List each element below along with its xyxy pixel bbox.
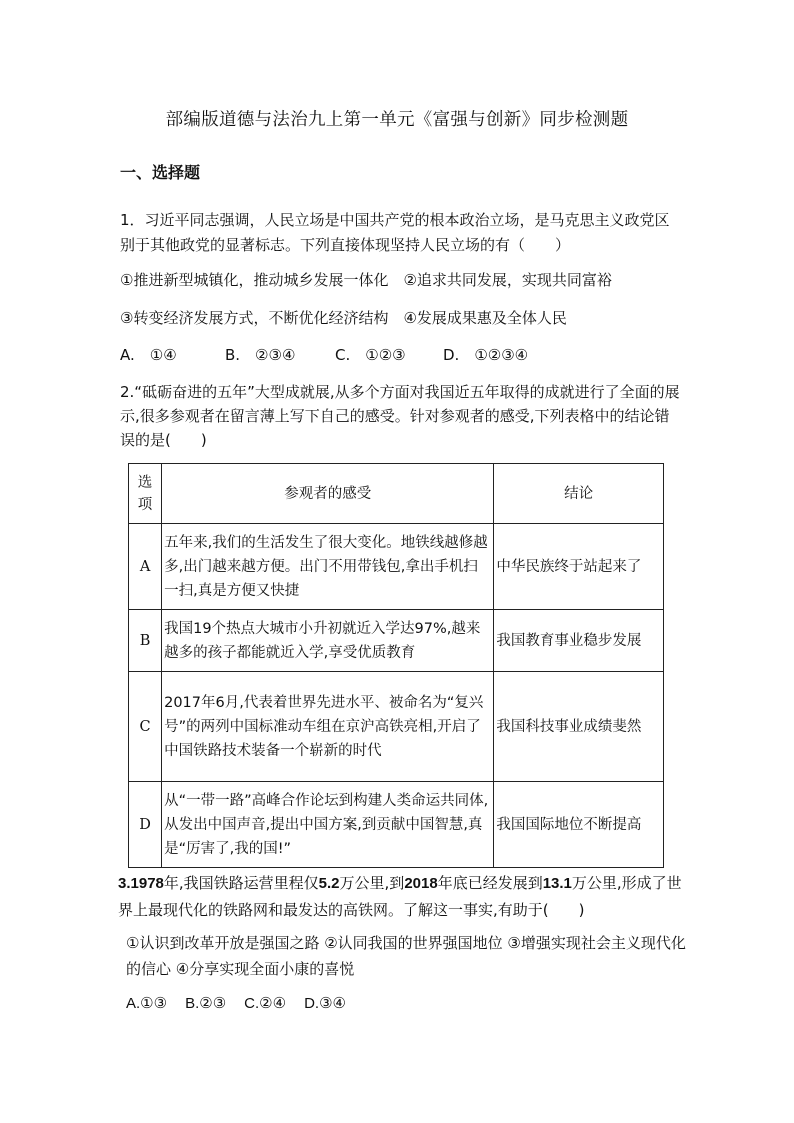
table-header-row [129, 464, 664, 524]
option-b: B.②③ [185, 995, 227, 1012]
table-row [129, 782, 664, 868]
row-option: B [129, 610, 162, 672]
table-row [129, 672, 664, 782]
row-option: C [129, 672, 162, 782]
header-option: 选项 [129, 464, 162, 524]
row-conclusion: 中华民族终于站起来了 [494, 524, 664, 610]
header-conclusion: 结论 [494, 464, 664, 524]
question-3-choices: ①认识到改革开放是强国之路 ②认同我国的世界强国地位 ③增强实现社会主义现代化的信心 ④分享实现全面小康的喜悦 [126, 934, 686, 978]
row-feeling: 2017年6月,代表着世界先进水平、被命名为“复兴号”的两列中国标准动车组在京沪高铁亮相,开启了中国铁路技术装备一个崭新的时代 [162, 672, 494, 782]
option-c: C.②④ [244, 995, 287, 1012]
table-row [129, 610, 664, 672]
option-d: D. ①②③④ [443, 346, 529, 364]
row-feeling: 我国19个热点大城市小升初就近入学达97%,越来越多的孩子都能就近入学,享受优质教育 [162, 610, 494, 672]
option-c: C. ①②③ [335, 346, 406, 364]
row-feeling: 五年来,我们的生活发生了很大变化。地铁线越修越多,出门越来越方便。出门不用带钱包,拿出手机扫一扫,真是方便又快捷 [162, 524, 494, 610]
question-3-stem: 3.1978年,我国铁路运营里程仅5.2万公里,到2018年底已经发展到13.1万公里,形成了世界上最现代化的铁路网和最发达的高铁网。了解这一事实,有助于( ) [118, 874, 682, 919]
option-a: A. ①④ [120, 346, 177, 364]
question-2-table [128, 463, 664, 868]
question-3-options [126, 994, 364, 1012]
document-title: 部编版道德与法治九上第一单元《富强与创新》同步检测题 [165, 110, 629, 130]
option-d: D.③④ [304, 995, 346, 1012]
section-heading: 一、选择题 [120, 163, 201, 182]
row-option: D [129, 782, 162, 868]
question-1-choices-line-2: ③转变经济发展方式，不断优化经济结构 ④发展成果惠及全体人民 [120, 309, 567, 327]
row-conclusion: 我国科技事业成绩斐然 [494, 672, 664, 782]
row-option: A [129, 524, 162, 610]
option-a: A.①③ [126, 995, 168, 1012]
row-feeling: 从“一带一路”高峰合作论坛到构建人类命运共同体,从发出中国声音,提出中国方案,到贡献中国智慧,真是“厉害了,我的国!” [162, 782, 494, 868]
table-row [129, 524, 664, 610]
question-1-choices-line-1: ①推进新型城镇化，推动城乡发展一体化 ②追求共同发展，实现共同富裕 [120, 271, 612, 289]
row-conclusion: 我国教育事业稳步发展 [494, 610, 664, 672]
question-2-stem: 2.“砥砺奋进的五年”大型成就展,从多个方面对我国近五年取得的成就进行了全面的展示,很多参观者在留言薄上写下自己的感受。针对参观者的感受,下列表格中的结论错误的是( ) [120, 383, 680, 449]
header-feeling: 参观者的感受 [162, 464, 494, 524]
row-conclusion: 我国国际地位不断提高 [494, 782, 664, 868]
question-1-stem: 1．习近平同志强调，人民立场是中国共产党的根本政治立场，是马克思主义政党区别于其他政党的显著标志。下列直接体现坚持人民立场的有（ ） [120, 211, 670, 254]
option-b: B. ②③④ [225, 346, 296, 364]
question-1-options [120, 343, 680, 368]
